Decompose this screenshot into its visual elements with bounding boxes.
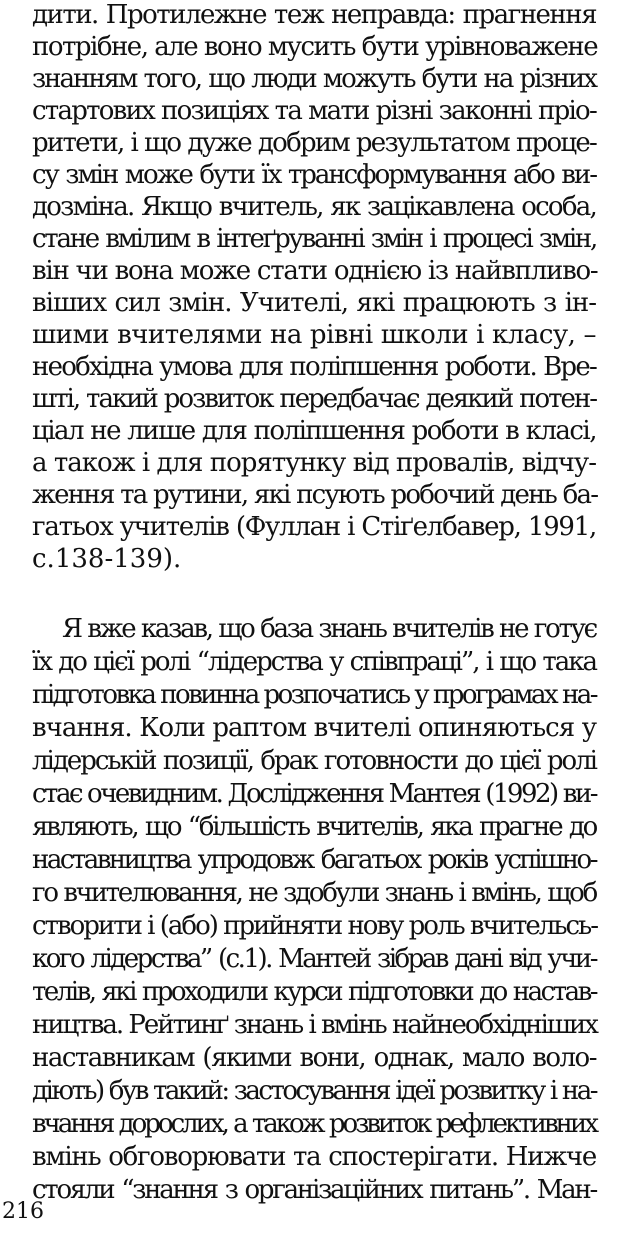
- text-line: гатьох учителів (Фуллан і Стіґелбавер, 1991,: [32, 512, 596, 542]
- text-line: го вчителювання, не здобули знань і вмінь, щоб: [32, 878, 596, 908]
- text-line: стає очевидним. Дослідження Мантея (1992) ви-: [32, 779, 596, 809]
- page-number: 216: [2, 1199, 44, 1224]
- text-line: стане вмілим в інтеґруванні змін і процесі змін,: [32, 224, 596, 254]
- text-line: вчання. Коли раптом вчителі опиняються у: [32, 713, 596, 743]
- text-line: Я вже казав, що база знань вчителів не готує: [62, 614, 596, 644]
- text-line: їх до цієї ролі “лідерства у співпраці”, і що така: [32, 647, 596, 677]
- text-line: знанням того, що люди можуть бути на різних: [32, 64, 596, 94]
- text-line: стартових позиціях та мати різні законні пріо-: [32, 96, 596, 126]
- text-line: вчання дорослих, а також розвиток рефлективних: [32, 1109, 596, 1139]
- text-line: являють, що “більшість вчителів, яка прагне до: [32, 812, 596, 842]
- text-line: ження та рутини, які псують робочий день ба-: [32, 480, 598, 510]
- text-line: діють) був такий: застосування ідеї розвитку і на-: [32, 1076, 596, 1106]
- text-line: дозміна. Якщо вчитель, як зацікавлена особа,: [32, 192, 596, 222]
- text-line: потрібне, але воно мусить бути урівноважене: [32, 32, 598, 62]
- text-line: а також і для порятунку від провалів, відчу-: [32, 448, 596, 478]
- text-line: наставникам (якими вони, однак, мало воло-: [32, 1043, 596, 1073]
- text-line: ритети, і що дуже добрим результатом проце-: [32, 128, 596, 158]
- text-line: вмінь обговорювати та спостерігати. Нижче: [32, 1142, 596, 1172]
- text-line: стояли “знання з організаційних питань”. Ман-: [32, 1175, 596, 1205]
- text-line: створити і (або) прийняти нову роль вчительсь-: [32, 911, 597, 941]
- text-line: віших сил змін. Учителі, які працюють з ін-: [32, 288, 596, 318]
- text-line: ціал не лише для поліпшення роботи в класі,: [32, 416, 596, 446]
- text-line: с.138-139).: [32, 544, 182, 574]
- text-line: шті, такий розвиток передбачає деякий потен-: [32, 384, 596, 414]
- text-line: підготовка повинна розпочатись у програмах на-: [32, 680, 597, 710]
- text-line: він чи вона може стати однією із найвпливо-: [32, 256, 598, 286]
- text-line: телів, які проходили курси підготовки до настав-: [32, 977, 596, 1007]
- text-line: дити. Протилежне теж неправда: прагнення: [32, 0, 596, 30]
- text-line: кого лідерства” (с.1). Мантей зібрав дані від учи-: [32, 944, 596, 974]
- text-line: ництва. Рейтинґ знань і вмінь найнеобхідніших: [32, 1010, 597, 1040]
- text-line: су змін може бути їх трансформування або ви-: [32, 160, 596, 190]
- text-line: шими вчителями на рівні школи і класу, –: [32, 320, 596, 350]
- text-line: лідерській позиції, брак готовности до цієї ролі: [32, 746, 596, 776]
- text-line: наставництва упродовж багатьох років успішно-: [32, 845, 596, 875]
- text-line: необхідна умова для поліпшення роботи. Вре-: [32, 352, 596, 382]
